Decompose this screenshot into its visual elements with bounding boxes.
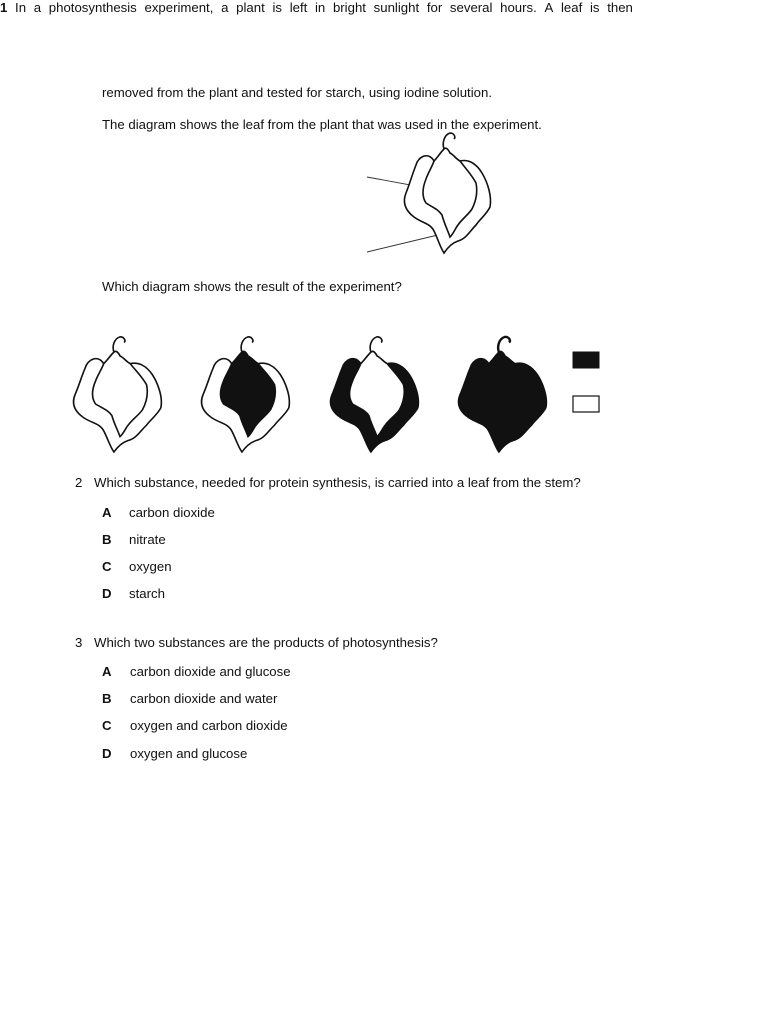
q2-question: Which substance, needed for protein synthesis, is carried into a leaf from the stem?	[94, 475, 581, 490]
q1-line1-word: sunlight	[373, 0, 420, 15]
q2-option-b-text: nitrate	[129, 532, 166, 547]
q1-line1-word: in	[314, 0, 326, 15]
leaf-option-2	[202, 337, 290, 452]
q3-option-d-letter[interactable]: D	[102, 746, 112, 761]
leaf-option-4	[459, 337, 547, 452]
q1-line1-word: bright	[332, 0, 366, 15]
leaf-option-1	[74, 337, 162, 452]
q2-option-d-letter[interactable]: D	[102, 586, 112, 601]
q1-line1-word: photosynthesis	[48, 0, 137, 15]
q2-option-c-text: oxygen	[129, 559, 172, 574]
answer-leaves	[0, 0, 768, 460]
q2-option-b-letter[interactable]: B	[102, 532, 112, 547]
q1-line1-word: a	[33, 0, 42, 15]
q2-number: 2	[75, 475, 83, 490]
q1-line1-word: is	[589, 0, 600, 15]
key-black-box	[573, 352, 599, 368]
q3-option-d-text: oxygen and glucose	[130, 746, 248, 761]
q1-line1-word: then	[607, 0, 633, 15]
q1-diagram-intro: The diagram shows the leaf from the plant that was used in the experiment.	[102, 117, 542, 132]
q1-line1-word: is	[272, 0, 282, 15]
key-white-box	[573, 396, 599, 412]
q1-line1-word: leaf	[561, 0, 583, 15]
q3-option-a-text: carbon dioxide and glucose	[130, 664, 291, 679]
q1-line1-word: for	[426, 0, 443, 15]
q1-line1-word: hours.	[500, 0, 537, 15]
q3-question: Which two substances are the products of photosynthesis?	[94, 635, 438, 650]
q3-option-b-text: carbon dioxide and water	[130, 691, 278, 706]
q1-number: 1	[0, 0, 8, 15]
leaf-option-3	[331, 337, 419, 452]
q1-line1-word: left	[289, 0, 308, 15]
q2-option-d-text: starch	[129, 586, 165, 601]
q1-line1-word: A	[544, 0, 554, 15]
q1-line1-word: plant	[236, 0, 265, 15]
q1-line1-word: a	[221, 0, 229, 15]
q1-line1-word: several	[449, 0, 493, 15]
q3-option-b-letter[interactable]: B	[102, 691, 112, 706]
q3-option-c-letter[interactable]: C	[102, 718, 112, 733]
q2-option-c-letter[interactable]: C	[102, 559, 112, 574]
q1-line2: removed from the plant and tested for starch, using iodine solution.	[102, 85, 492, 100]
q3-option-a-letter[interactable]: A	[102, 664, 112, 679]
q1-line1-word: experiment,	[144, 0, 214, 15]
q2-option-a-letter[interactable]: A	[102, 505, 112, 520]
q3-number: 3	[75, 635, 83, 650]
q1-line1-word: In	[15, 0, 27, 15]
q1-question: Which diagram shows the result of the experiment?	[102, 279, 402, 294]
q3-option-c-text: oxygen and carbon dioxide	[130, 718, 288, 733]
q2-option-a-text: carbon dioxide	[129, 505, 215, 520]
